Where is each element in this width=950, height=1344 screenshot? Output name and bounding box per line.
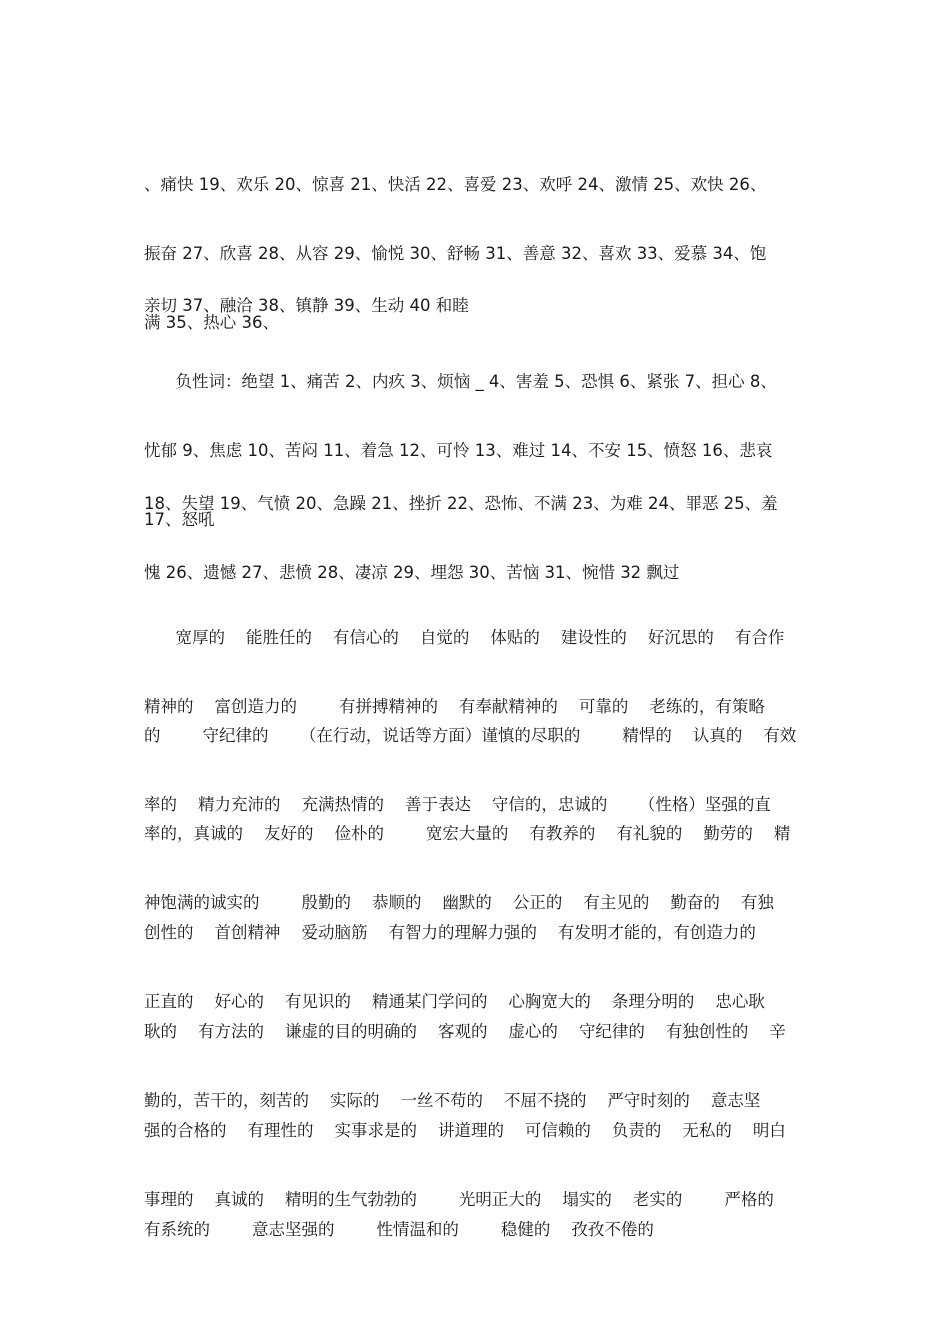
text-line: 负性词：绝望 1、痛苦 2、内疚 3、烦恼 _ 4、害羞 5、恐惧 6、紧张 7、担心 8、 (144, 372, 777, 391)
text-line: 振奋 27、欣喜 28、从容 29、愉悦 30、舒畅 31、善意 32、喜欢 33、爱慕 34、饱 (144, 244, 767, 263)
text-line: 耿的 有方法的 谦虚的目的明确的 客观的 虚心的 守纪律的 有独创性的 辛 (144, 1022, 786, 1041)
text-line: 率的 精力充沛的 充满热情的 善于表达 守信的，忠诚的 （性格）坚强的直 (144, 795, 771, 814)
text-line: 强的合格的 有理性的 实事求是的 讲道理的 可信赖的 负责的 无私的 明白 (144, 1121, 786, 1140)
text-line: 有系统的 意志坚强的 性情温和的 稳健的 孜孜不倦的 (144, 1220, 654, 1239)
text-line: 创性的 首创精神 爱动脑筋 有智力的理解力强的 有发明才能的，有创造力的 (144, 923, 756, 942)
paragraph-traits-7 (144, 1172, 809, 1287)
text-line: 精神的 富创造力的 有拼搏精神的 有奉献精神的 可靠的 老练的，有策略 (144, 697, 765, 716)
text-line: 17、怒吼 (144, 510, 215, 529)
text-line: 的 守纪律的 （在行动，说话等方面）谨慎的尽职的 精悍的 认真的 有效 (144, 726, 797, 745)
text-line: 勤的，苦干的，刻苦的 实际的 一丝不苟的 不屈不挠的 严守时刻的 意志坚 (144, 1091, 761, 1110)
text-line: 忧郁 9、焦虑 10、苦闷 11、着急 12、可怜 13、难过 14、不安 15、愤怒 16、悲哀 (144, 441, 773, 460)
text-line: 亲切 37、融洽 38、镇静 39、生动 40 和睦 (144, 296, 469, 315)
text-line: 、痛快 19、欢乐 20、惊喜 21、快活 22、喜爱 23、欢呼 24、激情 25、欢快 26、 (144, 175, 767, 194)
text-line: 宽厚的 能胜任的 有信心的 自觉的 体贴的 建设性的 好沉思的 有合作 (144, 628, 785, 647)
text-line: 18、失望 19、气愤 20、急躁 21、挫折 22、恐怖、不满 23、为难 24、罪恶 25、羞 (144, 494, 778, 513)
text-line: 愧 26、遗憾 27、悲愤 28、凄凉 29、埋怨 30、苦恼 31、惋惜 32 飘过 (144, 563, 680, 582)
text-line: 满 35、热心 36、 (144, 313, 279, 332)
text-line: 事理的 真诚的 精明的生气勃勃的 光明正大的 塌实的 老实的 严格的 (144, 1190, 774, 1209)
text-line: 神饱满的诚实的 殷勤的 恭顺的 幽默的 公正的 有主见的 勤奋的 有独 (144, 893, 774, 912)
text-line: 率的，真诚的 友好的 俭朴的 宽宏大量的 有教养的 有礼貌的 勤劳的 精 (144, 824, 791, 843)
text-line: 正直的 好心的 有见识的 精通某门学问的 心胸宽大的 条理分明的 忠心耿 (144, 992, 765, 1011)
